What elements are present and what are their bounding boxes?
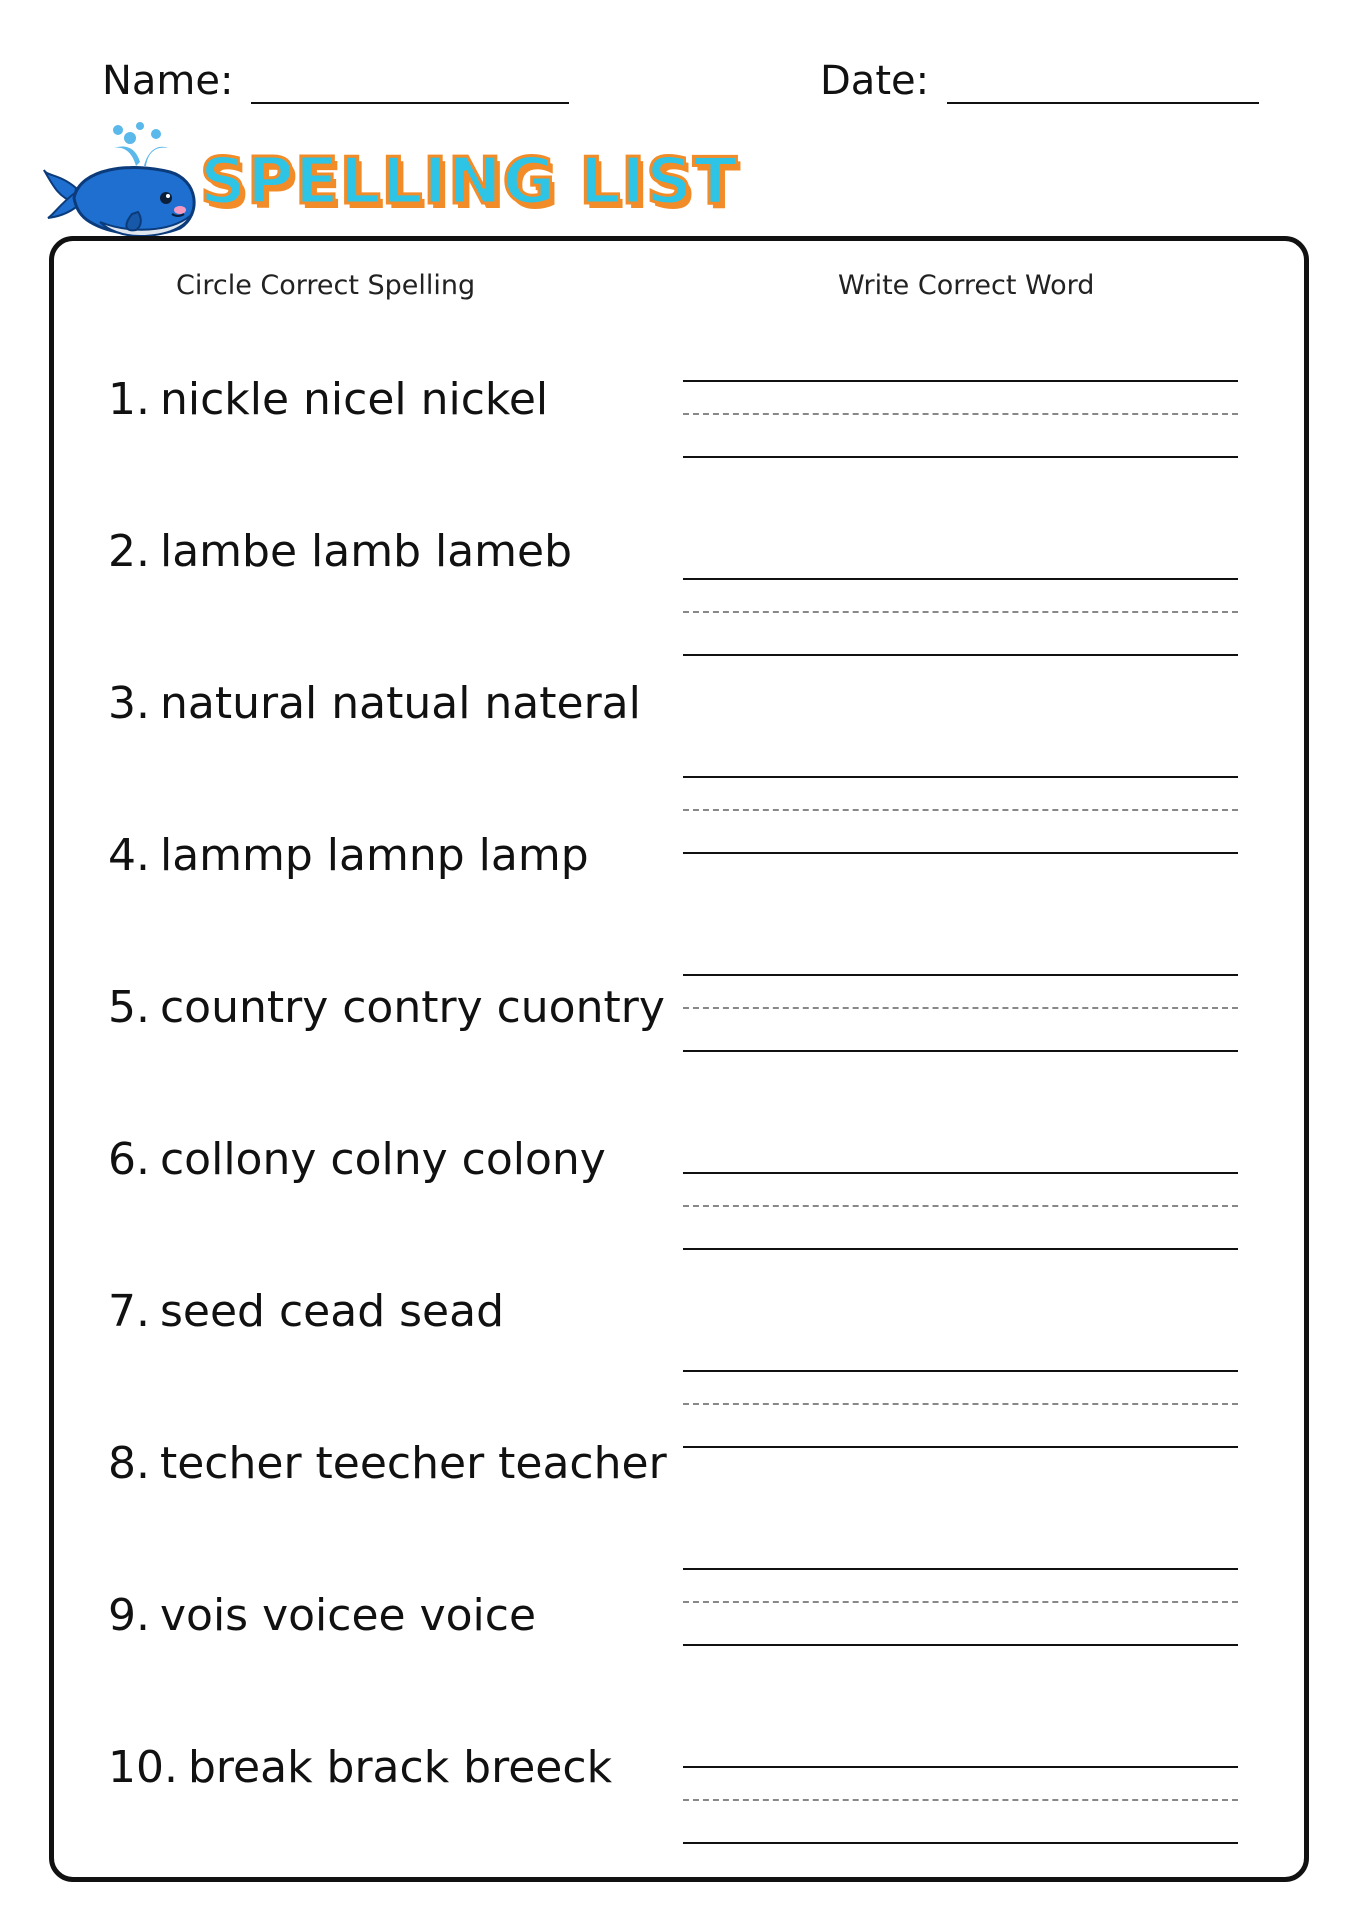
item-words[interactable]: nickle nicel nickel bbox=[159, 374, 549, 425]
item-words[interactable]: techer teecher teacher bbox=[159, 1438, 667, 1489]
item-number: 10. bbox=[108, 1742, 178, 1793]
writing-line[interactable] bbox=[683, 1766, 1238, 1844]
list-item bbox=[108, 1438, 667, 1489]
date-field[interactable] bbox=[820, 58, 1259, 104]
item-words[interactable]: lambe lamb lameb bbox=[159, 526, 573, 577]
item-words[interactable]: lammp lamnp lamp bbox=[159, 830, 589, 881]
writing-line[interactable] bbox=[683, 1172, 1238, 1250]
writing-line[interactable] bbox=[683, 776, 1238, 854]
list-item bbox=[108, 1742, 613, 1793]
item-number: 1. bbox=[108, 374, 150, 425]
item-words[interactable]: natural natual nateral bbox=[159, 678, 641, 729]
list-item bbox=[108, 830, 589, 881]
list-item bbox=[108, 1134, 606, 1185]
item-words[interactable]: country contry cuontry bbox=[159, 982, 665, 1033]
writing-line[interactable] bbox=[683, 974, 1238, 1052]
item-number: 8. bbox=[108, 1438, 150, 1489]
item-words[interactable]: seed cead sead bbox=[159, 1286, 504, 1337]
item-words[interactable]: collony colny colony bbox=[159, 1134, 606, 1185]
item-number: 6. bbox=[108, 1134, 150, 1185]
list-item bbox=[108, 526, 573, 577]
list-item bbox=[108, 1286, 504, 1337]
writing-line[interactable] bbox=[683, 1370, 1238, 1448]
list-item bbox=[108, 678, 641, 729]
column-header-circle: Circle Correct Spelling bbox=[176, 270, 476, 301]
date-label: Date: bbox=[820, 58, 930, 104]
column-header-write: Write Correct Word bbox=[838, 270, 1095, 301]
writing-line[interactable] bbox=[683, 578, 1238, 656]
item-number: 5. bbox=[108, 982, 150, 1033]
list-item bbox=[108, 982, 665, 1033]
item-words[interactable]: break brack breeck bbox=[187, 1742, 613, 1793]
name-label: Name: bbox=[102, 58, 234, 104]
date-blank-line[interactable] bbox=[947, 66, 1259, 104]
item-number: 7. bbox=[108, 1286, 150, 1337]
item-number: 9. bbox=[108, 1590, 150, 1641]
list-item bbox=[108, 374, 549, 425]
writing-line[interactable] bbox=[683, 380, 1238, 458]
item-number: 4. bbox=[108, 830, 150, 881]
name-field[interactable] bbox=[102, 58, 569, 104]
item-words[interactable]: vois voicee voice bbox=[159, 1590, 537, 1641]
list-item bbox=[108, 1590, 537, 1641]
name-blank-line[interactable] bbox=[251, 66, 569, 104]
item-number: 3. bbox=[108, 678, 150, 729]
item-number: 2. bbox=[108, 526, 150, 577]
page-title: SPELLING LIST bbox=[200, 145, 738, 219]
whale-icon bbox=[40, 118, 210, 238]
writing-line[interactable] bbox=[683, 1568, 1238, 1646]
